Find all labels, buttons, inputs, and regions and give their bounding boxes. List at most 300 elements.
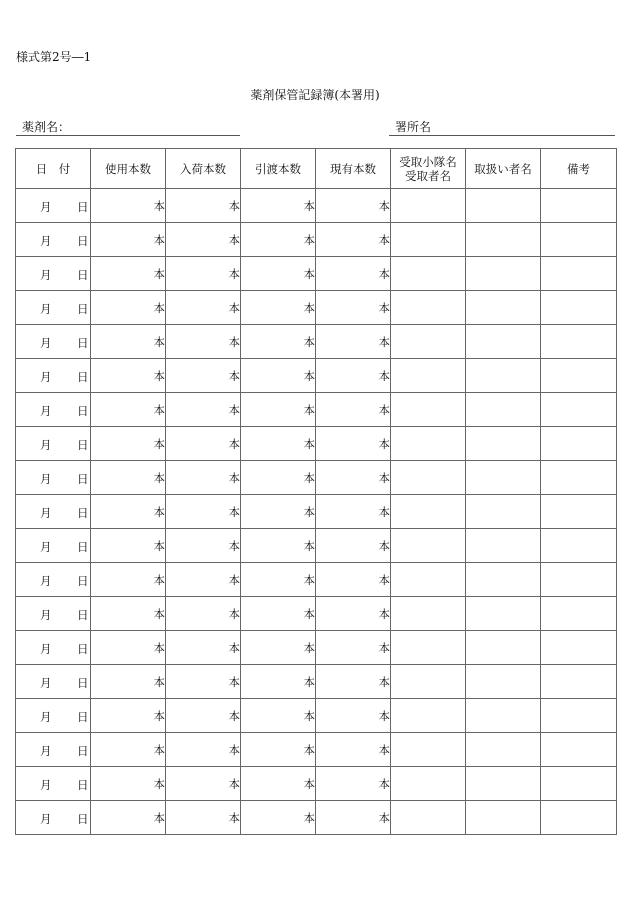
month-label: 月: [40, 676, 52, 690]
unit-label: 本: [153, 606, 165, 621]
month-label: 月: [40, 336, 52, 350]
current-count-cell[interactable]: [316, 801, 391, 835]
date-cell[interactable]: [16, 393, 91, 427]
used-count-cell[interactable]: [91, 529, 166, 563]
received-count-cell[interactable]: [166, 461, 241, 495]
unit-label: 本: [153, 538, 165, 553]
unit-label: 本: [378, 538, 390, 553]
recipient-cell[interactable]: [391, 801, 466, 835]
current-count-cell[interactable]: [316, 699, 391, 733]
day-label: 日: [77, 336, 89, 350]
unit-label: 本: [228, 538, 240, 553]
used-count-cell[interactable]: [91, 597, 166, 631]
unit-label: 本: [153, 810, 165, 825]
unit-label: 本: [153, 436, 165, 451]
recipient-cell[interactable]: [391, 359, 466, 393]
date-cell[interactable]: [16, 189, 91, 223]
remarks-cell[interactable]: [541, 631, 617, 665]
unit-label: 本: [303, 606, 315, 621]
received-count-cell[interactable]: [166, 597, 241, 631]
used-count-cell[interactable]: [91, 393, 166, 427]
table-row: [16, 801, 617, 835]
unit-label: 本: [153, 742, 165, 757]
table-row: [16, 223, 617, 257]
unit-label: 本: [378, 504, 390, 519]
table-row: [16, 699, 617, 733]
received-count-cell[interactable]: [166, 733, 241, 767]
document-title: 薬剤保管記録簿(本署用): [250, 88, 380, 102]
received-count-cell[interactable]: [166, 291, 241, 325]
unit-label: 本: [228, 742, 240, 757]
day-label: 日: [77, 574, 89, 588]
handler-cell[interactable]: [466, 631, 541, 665]
unit-label: 本: [228, 300, 240, 315]
table-row: [16, 393, 617, 427]
used-count-cell[interactable]: [91, 427, 166, 461]
recipient-cell[interactable]: [391, 665, 466, 699]
col-header-handler: 取扱い者名: [466, 149, 541, 189]
current-count-cell[interactable]: [316, 461, 391, 495]
table-row: [16, 733, 617, 767]
unit-label: 本: [378, 266, 390, 281]
unit-label: 本: [228, 606, 240, 621]
unit-label: 本: [303, 504, 315, 519]
transferred-count-cell[interactable]: [241, 529, 316, 563]
drug-name-label: 薬剤名：: [22, 120, 71, 134]
storage-record-table: [15, 148, 617, 835]
unit-label: 本: [303, 436, 315, 451]
month-label: 月: [40, 506, 52, 520]
day-label: 日: [77, 506, 89, 520]
unit-label: 本: [303, 198, 315, 213]
received-count-cell[interactable]: [166, 359, 241, 393]
current-count-cell[interactable]: [316, 733, 391, 767]
recipient-cell[interactable]: [391, 393, 466, 427]
unit-label: 本: [228, 198, 240, 213]
unit-label: 本: [228, 232, 240, 247]
received-count-cell[interactable]: [166, 495, 241, 529]
unit-label: 本: [153, 674, 165, 689]
remarks-cell[interactable]: [541, 257, 617, 291]
unit-label: 本: [303, 708, 315, 723]
unit-label: 本: [153, 368, 165, 383]
current-count-cell[interactable]: [316, 291, 391, 325]
handler-cell[interactable]: [466, 767, 541, 801]
handler-cell[interactable]: [466, 291, 541, 325]
current-count-cell[interactable]: [316, 393, 391, 427]
recipient-cell[interactable]: [391, 631, 466, 665]
remarks-cell[interactable]: [541, 427, 617, 461]
transferred-count-cell[interactable]: [241, 631, 316, 665]
current-count-cell[interactable]: [316, 529, 391, 563]
handler-cell[interactable]: [466, 733, 541, 767]
unit-label: 本: [153, 504, 165, 519]
remarks-cell[interactable]: [541, 189, 617, 223]
handler-cell[interactable]: [466, 563, 541, 597]
unit-label: 本: [378, 640, 390, 655]
transferred-count-cell[interactable]: [241, 597, 316, 631]
handler-cell[interactable]: [466, 223, 541, 257]
unit-label: 本: [228, 708, 240, 723]
used-count-cell[interactable]: [91, 461, 166, 495]
unit-label: 本: [228, 572, 240, 587]
used-count-cell[interactable]: [91, 665, 166, 699]
remarks-cell[interactable]: [541, 223, 617, 257]
remarks-cell[interactable]: [541, 767, 617, 801]
unit-label: 本: [153, 266, 165, 281]
unit-label: 本: [303, 300, 315, 315]
month-label: 月: [40, 404, 52, 418]
recipient-cell[interactable]: [391, 427, 466, 461]
col-header-transferred-count: 引渡本数: [241, 149, 316, 189]
unit-label: 本: [228, 504, 240, 519]
current-count-cell[interactable]: [316, 427, 391, 461]
received-count-cell[interactable]: [166, 699, 241, 733]
day-label: 日: [77, 404, 89, 418]
date-cell[interactable]: [16, 699, 91, 733]
day-label: 日: [77, 778, 89, 792]
day-label: 日: [77, 370, 89, 384]
transferred-count-cell[interactable]: [241, 801, 316, 835]
unit-label: 本: [303, 266, 315, 281]
remarks-cell[interactable]: [541, 359, 617, 393]
used-count-cell[interactable]: [91, 189, 166, 223]
transferred-count-cell[interactable]: [241, 291, 316, 325]
table-row: [16, 597, 617, 631]
handler-cell[interactable]: [466, 325, 541, 359]
col-header-used-count: 使用本数: [91, 149, 166, 189]
unit-label: 本: [303, 810, 315, 825]
remarks-cell[interactable]: [541, 529, 617, 563]
date-cell[interactable]: [16, 767, 91, 801]
unit-label: 本: [378, 742, 390, 757]
unit-label: 本: [303, 402, 315, 417]
unit-label: 本: [378, 402, 390, 417]
col-header-received-count: 入荷本数: [166, 149, 241, 189]
table-row: [16, 495, 617, 529]
unit-label: 本: [378, 810, 390, 825]
table-row: [16, 325, 617, 359]
unit-label: 本: [303, 674, 315, 689]
handler-cell[interactable]: [466, 393, 541, 427]
day-label: 日: [77, 744, 89, 758]
current-count-cell[interactable]: [316, 665, 391, 699]
unit-label: 本: [153, 232, 165, 247]
received-count-cell[interactable]: [166, 767, 241, 801]
day-label: 日: [77, 268, 89, 282]
unit-label: 本: [303, 640, 315, 655]
transferred-count-cell[interactable]: [241, 733, 316, 767]
current-count-cell[interactable]: [316, 223, 391, 257]
transferred-count-cell[interactable]: [241, 393, 316, 427]
day-label: 日: [77, 710, 89, 724]
table-row: [16, 665, 617, 699]
month-label: 月: [40, 642, 52, 656]
unit-label: 本: [228, 640, 240, 655]
unit-label: 本: [228, 776, 240, 791]
unit-label: 本: [378, 674, 390, 689]
received-count-cell[interactable]: [166, 427, 241, 461]
date-cell[interactable]: [16, 223, 91, 257]
date-cell[interactable]: [16, 257, 91, 291]
date-cell[interactable]: [16, 801, 91, 835]
date-cell[interactable]: [16, 427, 91, 461]
table-row: [16, 529, 617, 563]
remarks-cell[interactable]: [541, 699, 617, 733]
day-label: 日: [77, 642, 89, 656]
unit-label: 本: [378, 368, 390, 383]
date-cell[interactable]: [16, 461, 91, 495]
unit-label: 本: [303, 368, 315, 383]
transferred-count-cell[interactable]: [241, 563, 316, 597]
day-label: 日: [77, 676, 89, 690]
day-label: 日: [77, 812, 89, 826]
used-count-cell[interactable]: [91, 733, 166, 767]
current-count-cell[interactable]: [316, 563, 391, 597]
used-count-cell[interactable]: [91, 767, 166, 801]
unit-label: 本: [303, 742, 315, 757]
transferred-count-cell[interactable]: [241, 699, 316, 733]
date-cell[interactable]: [16, 733, 91, 767]
used-count-cell[interactable]: [91, 325, 166, 359]
day-label: 日: [77, 608, 89, 622]
recipient-cell[interactable]: [391, 495, 466, 529]
transferred-count-cell[interactable]: [241, 359, 316, 393]
remarks-cell[interactable]: [541, 393, 617, 427]
used-count-cell[interactable]: [91, 359, 166, 393]
current-count-cell[interactable]: [316, 189, 391, 223]
unit-label: 本: [378, 436, 390, 451]
date-cell[interactable]: [16, 325, 91, 359]
remarks-cell[interactable]: [541, 461, 617, 495]
handler-cell[interactable]: [466, 359, 541, 393]
month-label: 月: [40, 438, 52, 452]
unit-label: 本: [228, 402, 240, 417]
unit-label: 本: [153, 300, 165, 315]
recipient-cell[interactable]: [391, 189, 466, 223]
remarks-cell[interactable]: [541, 597, 617, 631]
month-label: 月: [40, 200, 52, 214]
month-label: 月: [40, 268, 52, 282]
remarks-cell[interactable]: [541, 801, 617, 835]
table-row: [16, 461, 617, 495]
month-label: 月: [40, 574, 52, 588]
unit-label: 本: [228, 674, 240, 689]
table-header-row: [16, 149, 617, 189]
col-header-recipient: [391, 149, 466, 189]
recipient-cell[interactable]: [391, 699, 466, 733]
unit-label: 本: [153, 470, 165, 485]
table-row: [16, 427, 617, 461]
date-cell[interactable]: [16, 529, 91, 563]
remarks-cell[interactable]: [541, 325, 617, 359]
date-cell[interactable]: [16, 563, 91, 597]
unit-label: 本: [303, 572, 315, 587]
month-label: 月: [40, 234, 52, 248]
date-cell[interactable]: [16, 495, 91, 529]
handler-cell[interactable]: [466, 257, 541, 291]
received-count-cell[interactable]: [166, 223, 241, 257]
transferred-count-cell[interactable]: [241, 189, 316, 223]
recipient-cell[interactable]: [391, 291, 466, 325]
day-label: 日: [77, 302, 89, 316]
received-count-cell[interactable]: [166, 563, 241, 597]
unit-label: 本: [153, 572, 165, 587]
recipient-cell[interactable]: [391, 461, 466, 495]
recipient-cell[interactable]: [391, 733, 466, 767]
unit-label: 本: [228, 436, 240, 451]
transferred-count-cell[interactable]: [241, 223, 316, 257]
received-count-cell[interactable]: [166, 189, 241, 223]
used-count-cell[interactable]: [91, 495, 166, 529]
handler-cell[interactable]: [466, 427, 541, 461]
unit-label: 本: [153, 708, 165, 723]
col-header-recipient-person: 受取者名: [405, 168, 451, 183]
table-row: [16, 631, 617, 665]
unit-label: 本: [153, 334, 165, 349]
used-count-cell[interactable]: [91, 699, 166, 733]
day-label: 日: [77, 472, 89, 486]
handler-cell[interactable]: [466, 699, 541, 733]
unit-label: 本: [378, 572, 390, 587]
current-count-cell[interactable]: [316, 325, 391, 359]
handler-cell[interactable]: [466, 597, 541, 631]
recipient-cell[interactable]: [391, 325, 466, 359]
unit-label: 本: [303, 334, 315, 349]
current-count-cell[interactable]: [316, 597, 391, 631]
day-label: 日: [77, 540, 89, 554]
recipient-cell[interactable]: [391, 529, 466, 563]
unit-label: 本: [228, 266, 240, 281]
transferred-count-cell[interactable]: [241, 665, 316, 699]
day-label: 日: [77, 200, 89, 214]
handler-cell[interactable]: [466, 495, 541, 529]
date-cell[interactable]: [16, 631, 91, 665]
unit-label: 本: [303, 538, 315, 553]
transferred-count-cell[interactable]: [241, 325, 316, 359]
transferred-count-cell[interactable]: [241, 461, 316, 495]
unit-label: 本: [153, 198, 165, 213]
month-label: 月: [40, 540, 52, 554]
current-count-cell[interactable]: [316, 631, 391, 665]
received-count-cell[interactable]: [166, 325, 241, 359]
transferred-count-cell[interactable]: [241, 257, 316, 291]
used-count-cell[interactable]: [91, 563, 166, 597]
month-label: 月: [40, 778, 52, 792]
unit-label: 本: [378, 334, 390, 349]
date-cell[interactable]: [16, 665, 91, 699]
form-number: 様式第2号―1: [16, 50, 92, 64]
date-cell[interactable]: [16, 359, 91, 393]
day-label: 日: [77, 438, 89, 452]
col-header-recipient-unit: 受取小隊名: [399, 154, 457, 169]
unit-label: 本: [378, 232, 390, 247]
recipient-cell[interactable]: [391, 257, 466, 291]
recipient-cell[interactable]: [391, 597, 466, 631]
date-cell[interactable]: [16, 291, 91, 325]
col-header-date: 日 付: [16, 149, 91, 189]
remarks-cell[interactable]: [541, 733, 617, 767]
transferred-count-cell[interactable]: [241, 427, 316, 461]
unit-label: 本: [378, 606, 390, 621]
month-label: 月: [40, 744, 52, 758]
month-label: 月: [40, 608, 52, 622]
received-count-cell[interactable]: [166, 393, 241, 427]
unit-label: 本: [378, 708, 390, 723]
table-row: [16, 359, 617, 393]
col-header-remarks: 備考: [541, 149, 617, 189]
handler-cell[interactable]: [466, 529, 541, 563]
remarks-cell[interactable]: [541, 665, 617, 699]
received-count-cell[interactable]: [166, 257, 241, 291]
date-cell[interactable]: [16, 597, 91, 631]
transferred-count-cell[interactable]: [241, 767, 316, 801]
col-header-current-count: 現有本数: [316, 149, 391, 189]
day-label: 日: [77, 234, 89, 248]
handler-cell[interactable]: [466, 665, 541, 699]
received-count-cell[interactable]: [166, 801, 241, 835]
remarks-cell[interactable]: [541, 495, 617, 529]
table-row: [16, 767, 617, 801]
current-count-cell[interactable]: [316, 359, 391, 393]
received-count-cell[interactable]: [166, 665, 241, 699]
table-row: [16, 563, 617, 597]
current-count-cell[interactable]: [316, 257, 391, 291]
used-count-cell[interactable]: [91, 257, 166, 291]
month-label: 月: [40, 370, 52, 384]
unit-label: 本: [378, 300, 390, 315]
transferred-count-cell[interactable]: [241, 495, 316, 529]
used-count-cell[interactable]: [91, 801, 166, 835]
unit-label: 本: [153, 402, 165, 417]
current-count-cell[interactable]: [316, 767, 391, 801]
drug-name-field[interactable]: [16, 121, 240, 136]
unit-label: 本: [378, 198, 390, 213]
received-count-cell[interactable]: [166, 529, 241, 563]
handler-cell[interactable]: [466, 189, 541, 223]
unit-label: 本: [378, 470, 390, 485]
unit-label: 本: [228, 810, 240, 825]
unit-label: 本: [303, 776, 315, 791]
month-label: 月: [40, 812, 52, 826]
month-label: 月: [40, 710, 52, 724]
month-label: 月: [40, 472, 52, 486]
month-label: 月: [40, 302, 52, 316]
used-count-cell[interactable]: [91, 631, 166, 665]
current-count-cell[interactable]: [316, 495, 391, 529]
handler-cell[interactable]: [466, 801, 541, 835]
station-name-label: 署所名: [395, 120, 432, 134]
table-row: [16, 291, 617, 325]
table-row: [16, 257, 617, 291]
remarks-cell[interactable]: [541, 563, 617, 597]
unit-label: 本: [303, 470, 315, 485]
station-name-field[interactable]: [389, 121, 615, 136]
recipient-cell[interactable]: [391, 563, 466, 597]
unit-label: 本: [228, 368, 240, 383]
remarks-cell[interactable]: [541, 291, 617, 325]
unit-label: 本: [228, 334, 240, 349]
unit-label: 本: [303, 232, 315, 247]
received-count-cell[interactable]: [166, 631, 241, 665]
used-count-cell[interactable]: [91, 291, 166, 325]
recipient-cell[interactable]: [391, 223, 466, 257]
recipient-cell[interactable]: [391, 767, 466, 801]
used-count-cell[interactable]: [91, 223, 166, 257]
unit-label: 本: [153, 776, 165, 791]
unit-label: 本: [153, 640, 165, 655]
handler-cell[interactable]: [466, 461, 541, 495]
